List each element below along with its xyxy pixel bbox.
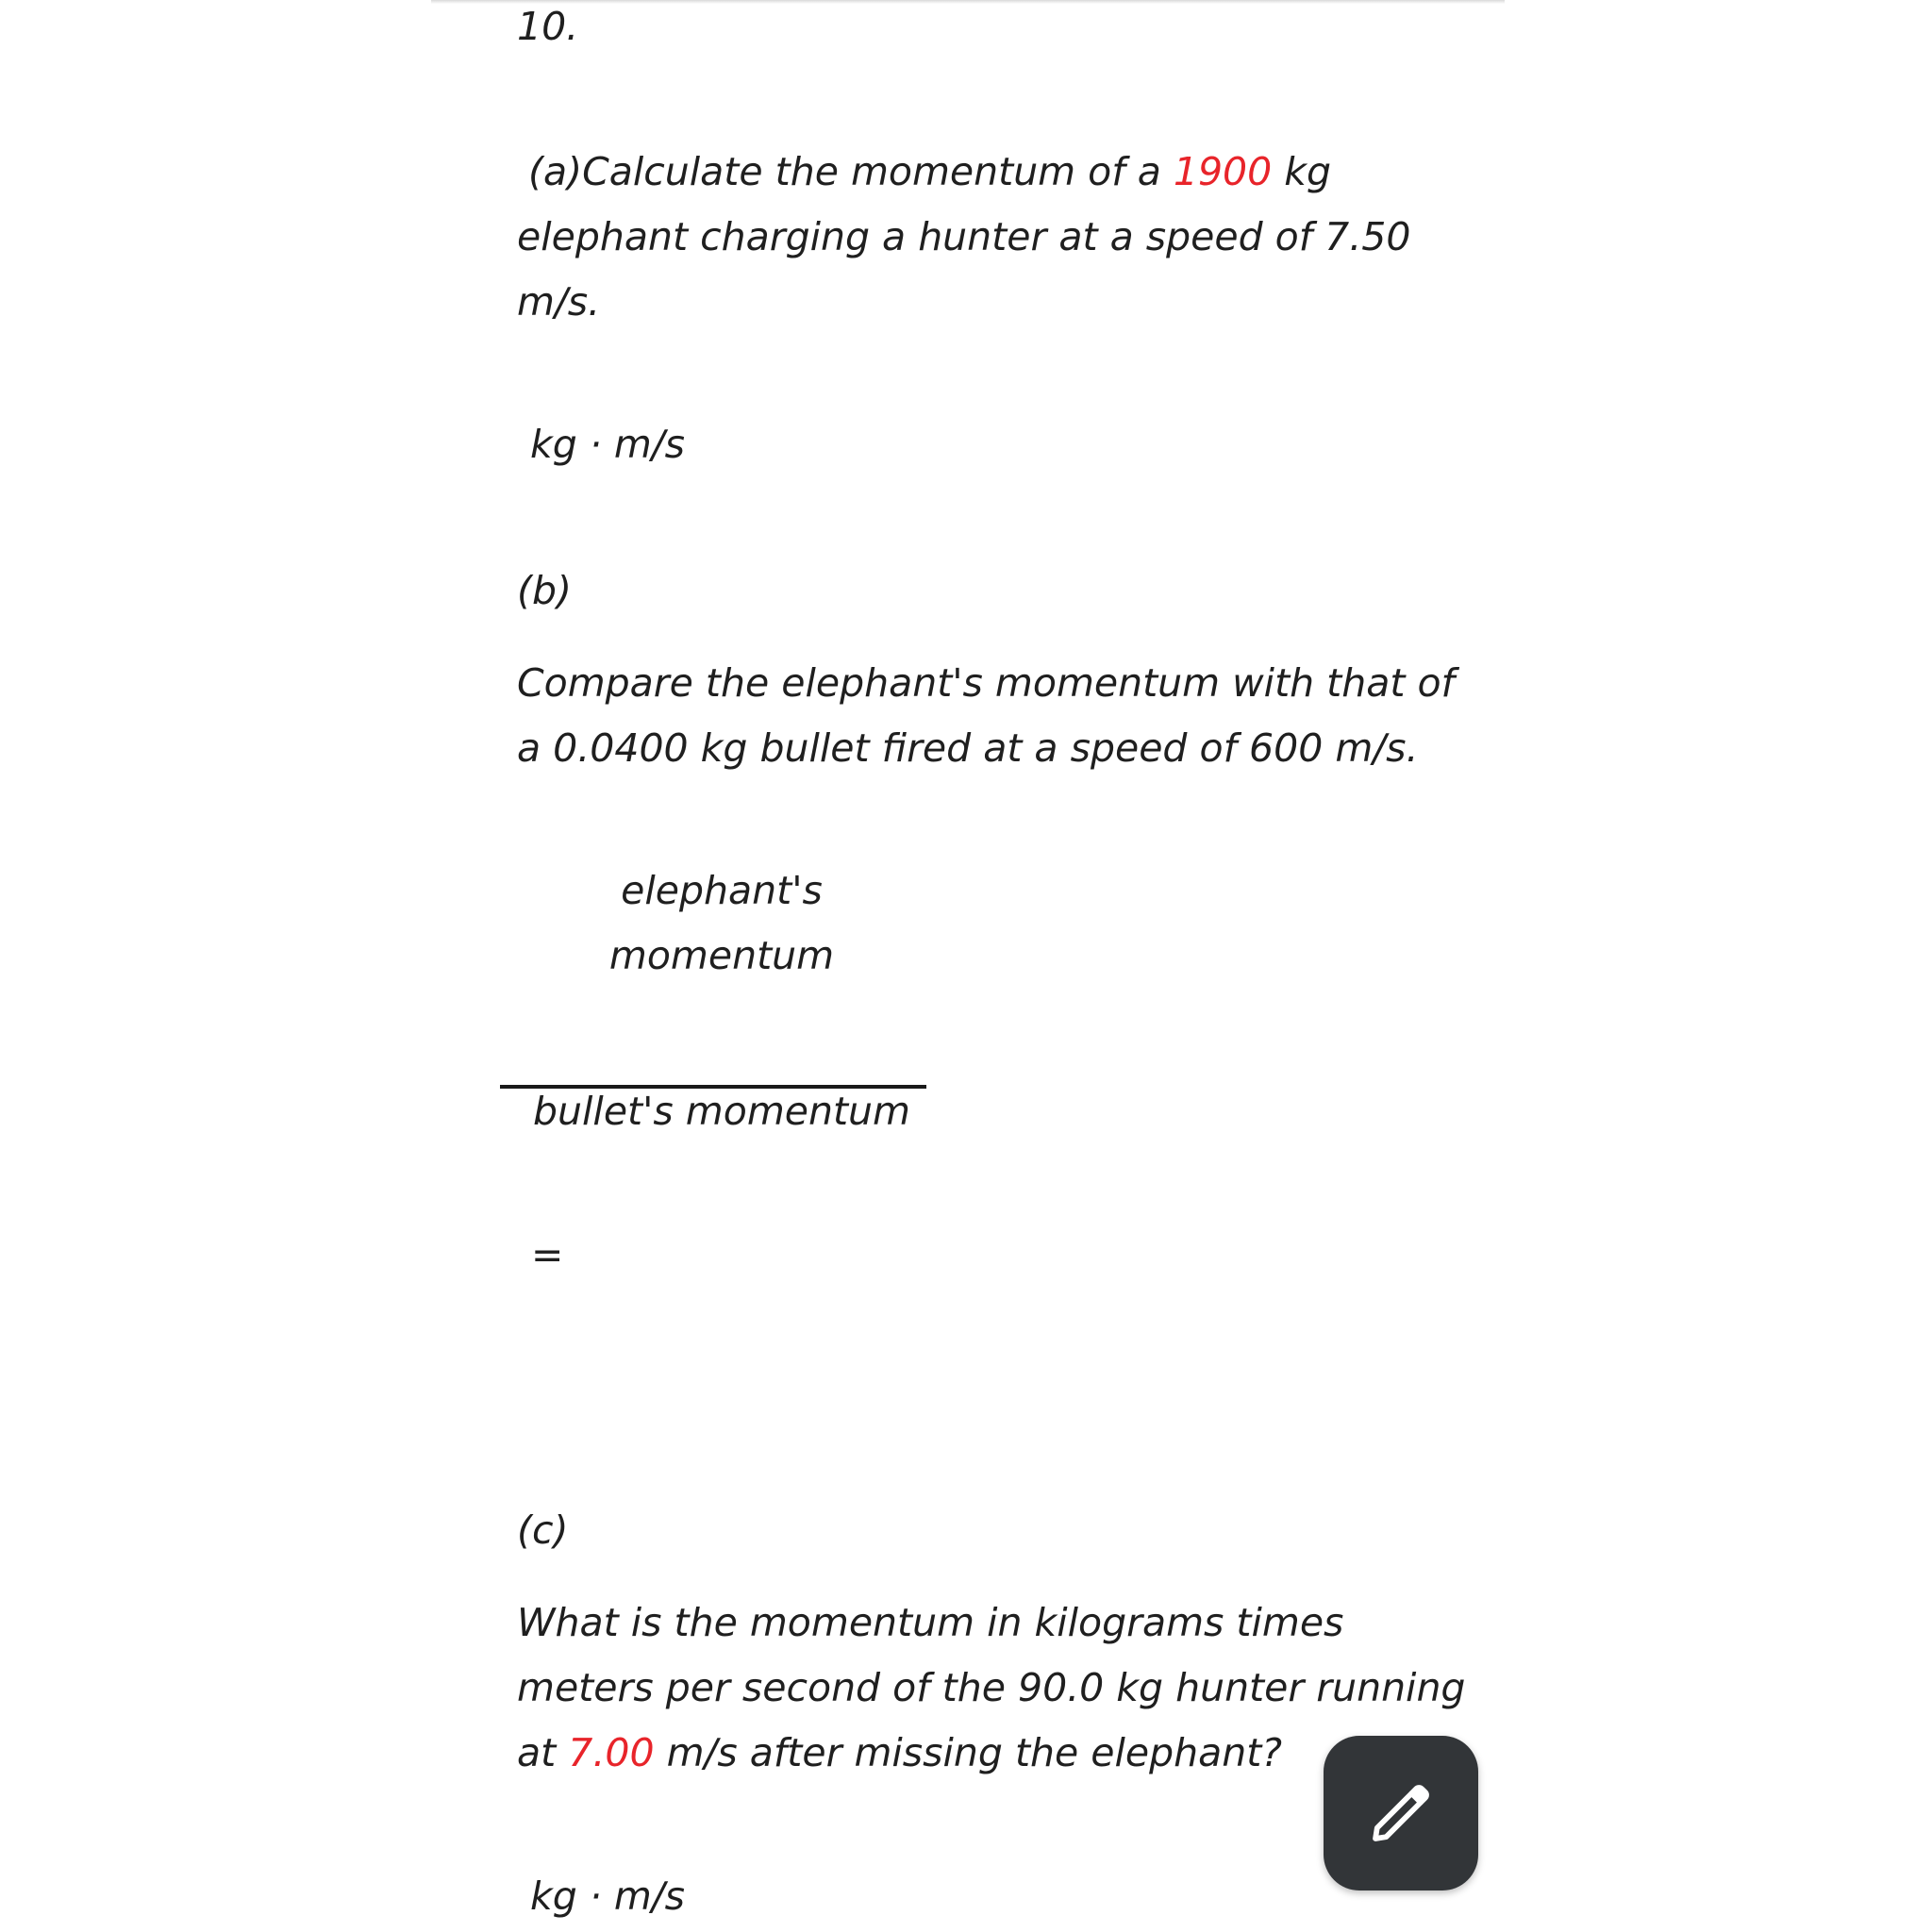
- equals-sign: =: [531, 1232, 564, 1277]
- part-b-line2: a 0.0400 kg bullet fired at a speed of 600 m/s.: [517, 725, 1419, 771]
- part-c-text-pre: at: [517, 1730, 569, 1775]
- pencil-icon: [1367, 1779, 1435, 1847]
- part-a-unit: kg · m/s: [530, 422, 685, 467]
- part-a-line1: [528, 140, 1331, 205]
- part-a-text-post: kg: [1272, 149, 1332, 194]
- part-c-unit: kg · m/s: [530, 1874, 685, 1919]
- part-c-line2: meters per second of the 90.0 kg hunter running: [517, 1665, 1466, 1710]
- edit-button[interactable]: [1324, 1736, 1478, 1890]
- question-number: 10.: [517, 4, 579, 49]
- top-edge-shadow: [431, 0, 1505, 4]
- part-c-label: (c): [517, 1507, 569, 1553]
- fraction-numerator-line2: momentum: [608, 933, 835, 978]
- part-c-speed-value: 7.00: [568, 1730, 655, 1775]
- fraction-denominator: bullet's momentum: [533, 1089, 910, 1134]
- part-c-line1: What is the momentum in kilograms times: [517, 1600, 1344, 1645]
- fraction-numerator-line1: elephant's: [621, 868, 823, 913]
- part-c-text-post: m/s after missing the elephant?: [654, 1730, 1283, 1775]
- part-a-text-pre: (a)Calculate the momentum of a: [528, 149, 1174, 194]
- part-a-line3: m/s.: [517, 279, 601, 325]
- part-a-line2: elephant charging a hunter at a speed of 7.50: [517, 214, 1411, 259]
- part-c-line3: [517, 1721, 1282, 1786]
- part-b-line1: Compare the elephant's momentum with that of: [517, 660, 1455, 706]
- part-a-mass-value: 1900: [1173, 149, 1273, 194]
- part-b-label: (b): [517, 568, 573, 613]
